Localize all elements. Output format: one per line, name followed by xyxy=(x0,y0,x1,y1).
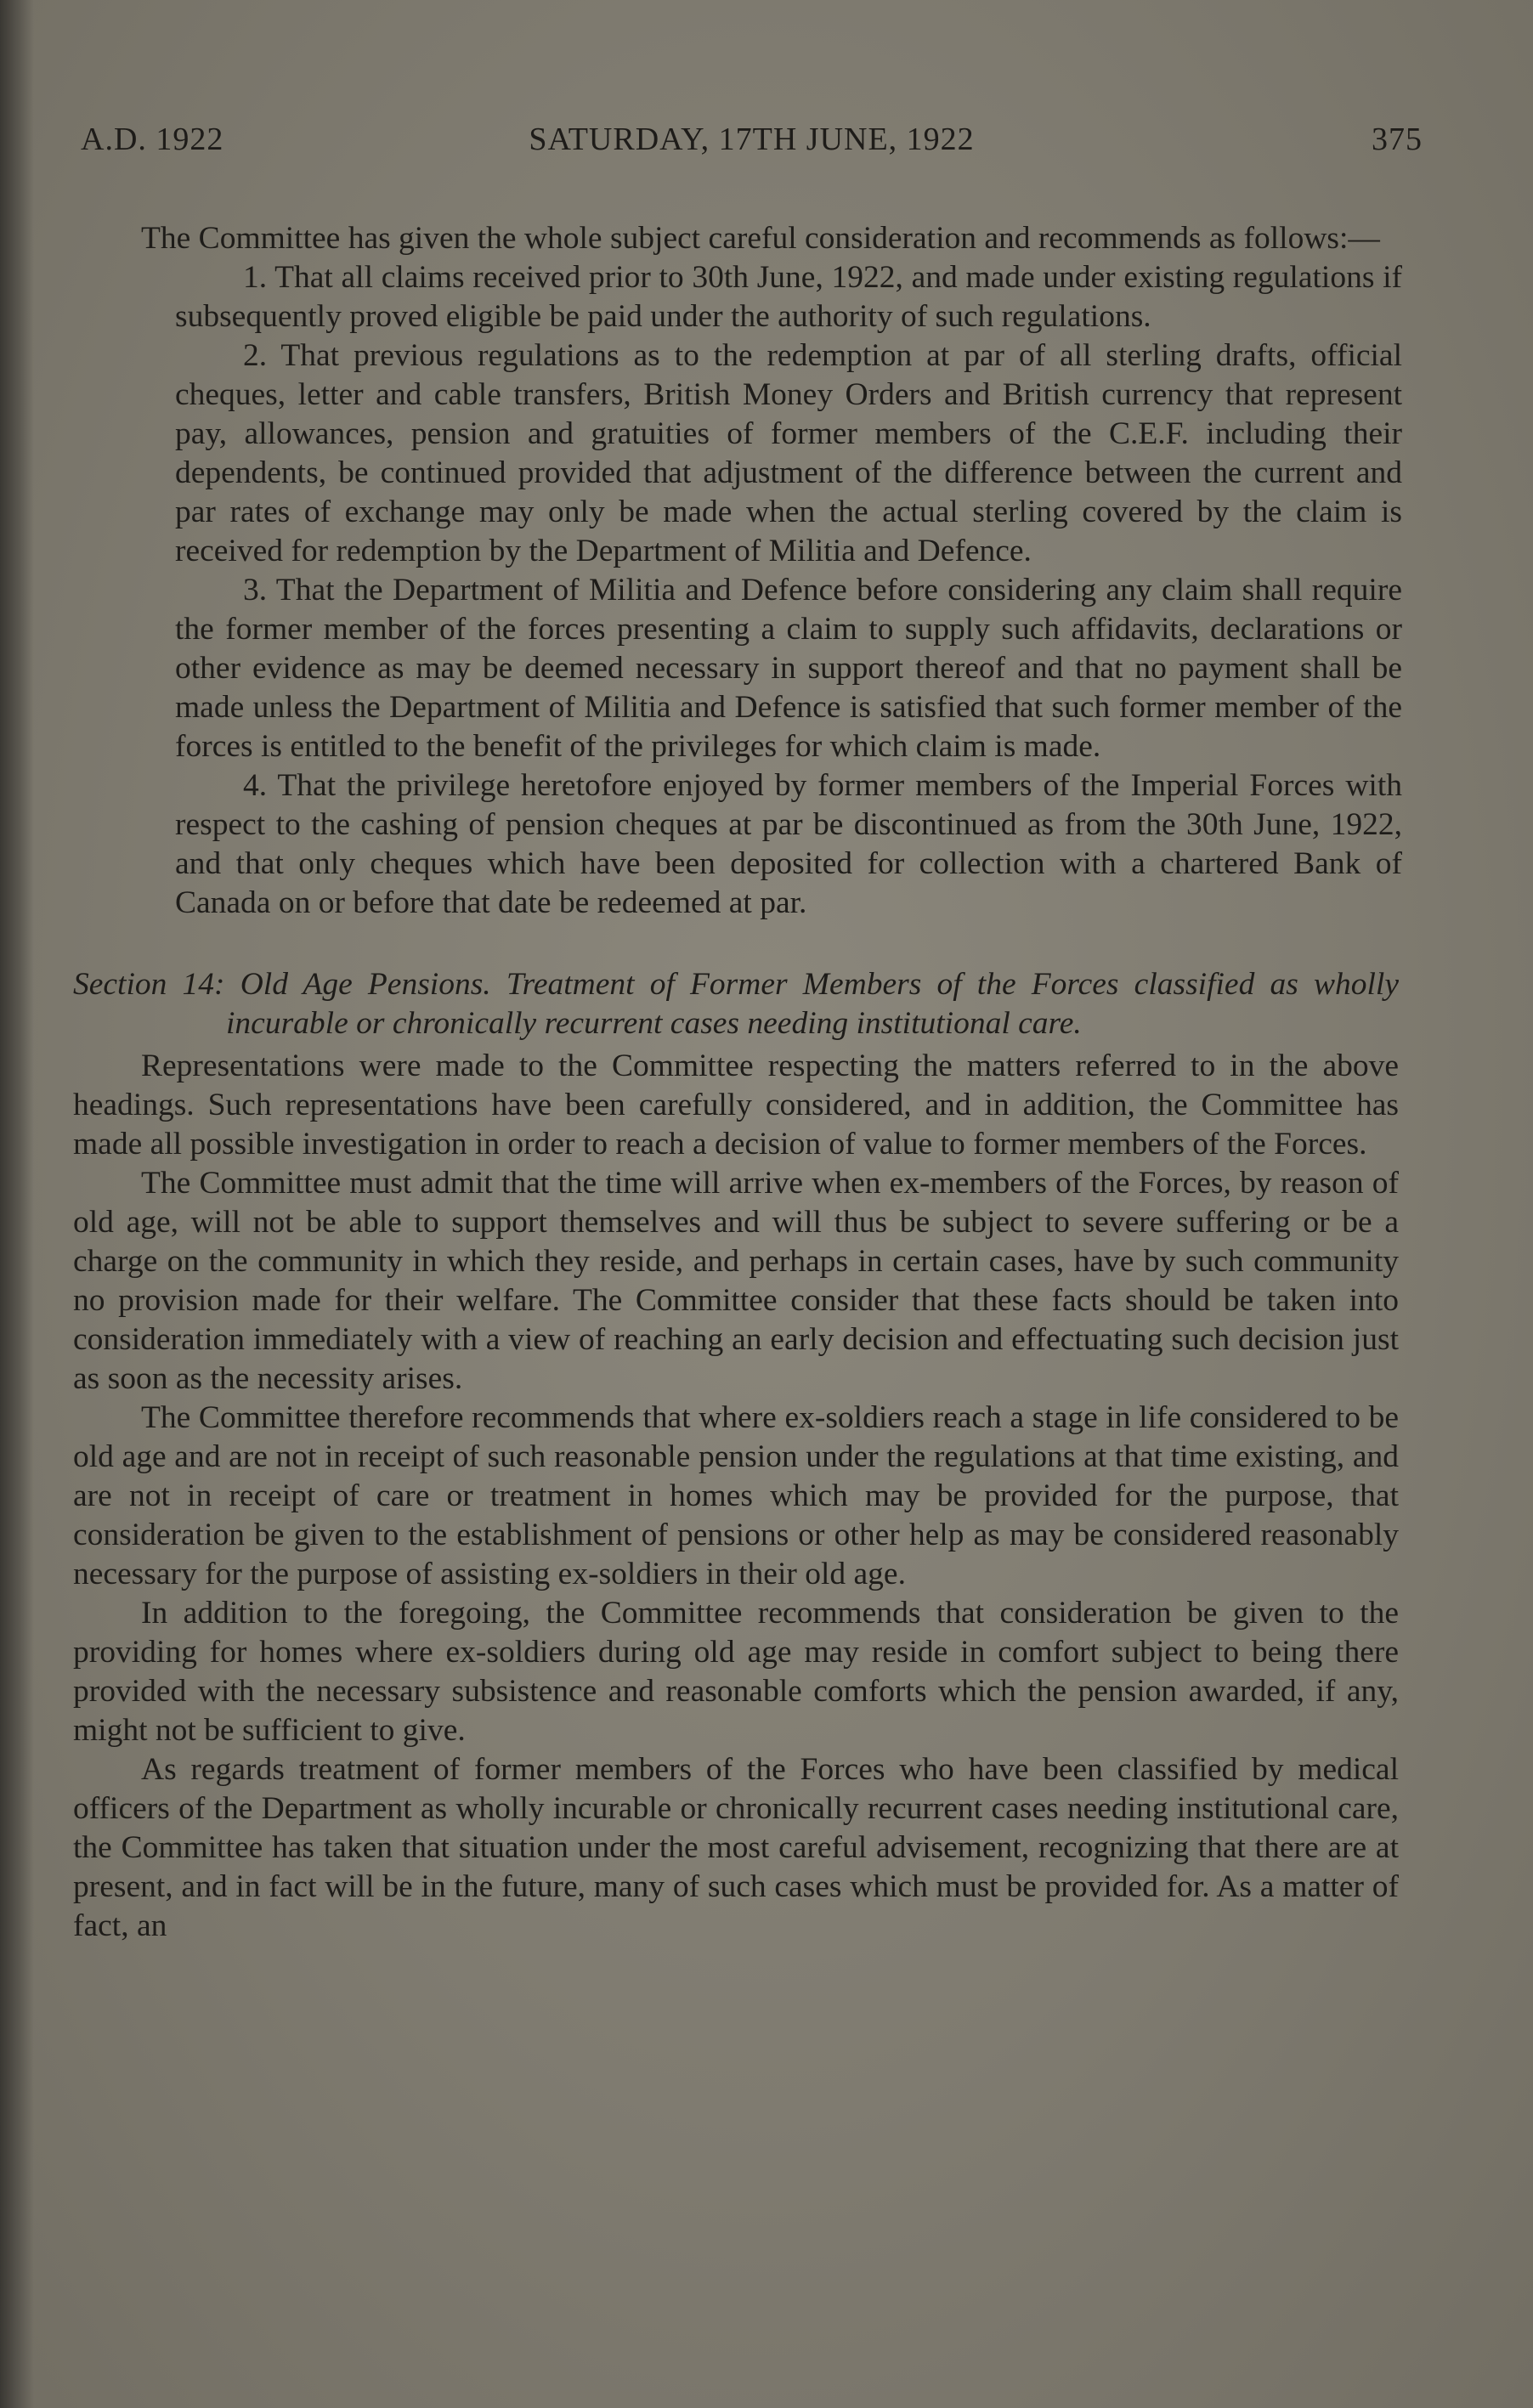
body-paragraph: In addition to the foregoing, the Committee recommends that consideration be given to the providing for homes where ex-soldiers during old age may reside in comfort subject to being there provided with the necessary subsistence and reasonable comforts which the pension awarded, if any, might not be sufficient to give. xyxy=(73,1596,1399,1748)
recommendation-4: 4. That the privilege heretofore enjoyed by former members of the Imperial Forces with respect to the cashing of pension cheques at par be discontinued as from the 30th June, 1922, and that only cheques which have been deposited for collection with a chartered Bank of Canada on or before that date be redeemed at par. xyxy=(175,768,1402,920)
body-paragraph: As regards treatment of former members of the Forces who have been classified by medical officers of the Department as wholly incurable or chronically recurrent cases needing institutional care, the Committee has taken that situation under the most careful advisement, recognizing that there are at present, and in fact will be in the future, many of such cases which must be provided for. As a matter of fact, an xyxy=(73,1752,1399,1943)
body-paragraph: Representations were made to the Committee respecting the matters referred to in the above headings. Such representations have been carefully considered, and in addition, the Committee has made all possible investigation in order to reach a decision of value to former members of the Forces. xyxy=(73,1049,1399,1162)
page-body xyxy=(73,219,1402,1946)
page-binding-shadow xyxy=(0,0,34,2408)
section-heading: Section 14: Old Age Pensions. Treatment of Former Members of the Forces classified as wholly incurable or chronically recurrent cases needing institutional care. xyxy=(73,967,1399,1041)
header-date: SATURDAY, 17TH JUNE, 1922 xyxy=(529,122,975,157)
recommendation-3: 3. That the Department of Militia and Defence before considering any claim shall require the former member of the forces presenting a claim to supply such affidavits, declarations or other evidence as may be deemed necessary in support thereof and that no payment shall be made unless the Department of Militia and Defence is satisfied that such former member of the forces is entitled to the benefit of the privileges for which claim is made. xyxy=(175,573,1402,764)
page-number: 375 xyxy=(1372,122,1423,157)
intro-paragraph: The Committee has given the whole subject careful consideration and recommends as follows:— xyxy=(141,221,1380,256)
header-year: A.D. 1922 xyxy=(81,122,224,157)
recommendation-2: 2. That previous regulations as to the redemption at par of all sterling drafts, official cheques, letter and cable transfers, British Money Orders and British currency that represent pay, allowances, pension and gratuities of former members of the C.E.F. including their dependents, be continued provided that adjustment of the difference between the current and par rates of exchange may only be made when the actual sterling covered by the claim is received for redemption by the Department of Militia and Defence. xyxy=(175,338,1402,568)
running-header xyxy=(81,121,1423,163)
recommendation-1: 1. That all claims received prior to 30th June, 1922, and made under existing regulations if subsequently proved eligible be paid under the authority of such regulations. xyxy=(175,260,1402,334)
body-paragraph: The Committee must admit that the time will arrive when ex-members of the Forces, by reason of old age, will not be able to support themselves and will thus be subject to severe suffering or be a charge on the community in which they reside, and perhaps in certain cases, have by such community no provision made for their welfare. The Committee consider that these facts should be taken into consideration immediately with a view of reaching an early decision and effectuating such decision just as soon as the necessity arises. xyxy=(73,1166,1399,1396)
body-paragraph: The Committee therefore recommends that where ex-soldiers reach a stage in life considered to be old age and are not in receipt of such reasonable pension under the regulations at that time existing, and are not in receipt of care or treatment in homes which may be provided for the purpose, that consideration be given to the establishment of pensions or other help as may be considered reasonably necessary for the purpose of assisting ex-soldiers in their old age. xyxy=(73,1400,1399,1591)
